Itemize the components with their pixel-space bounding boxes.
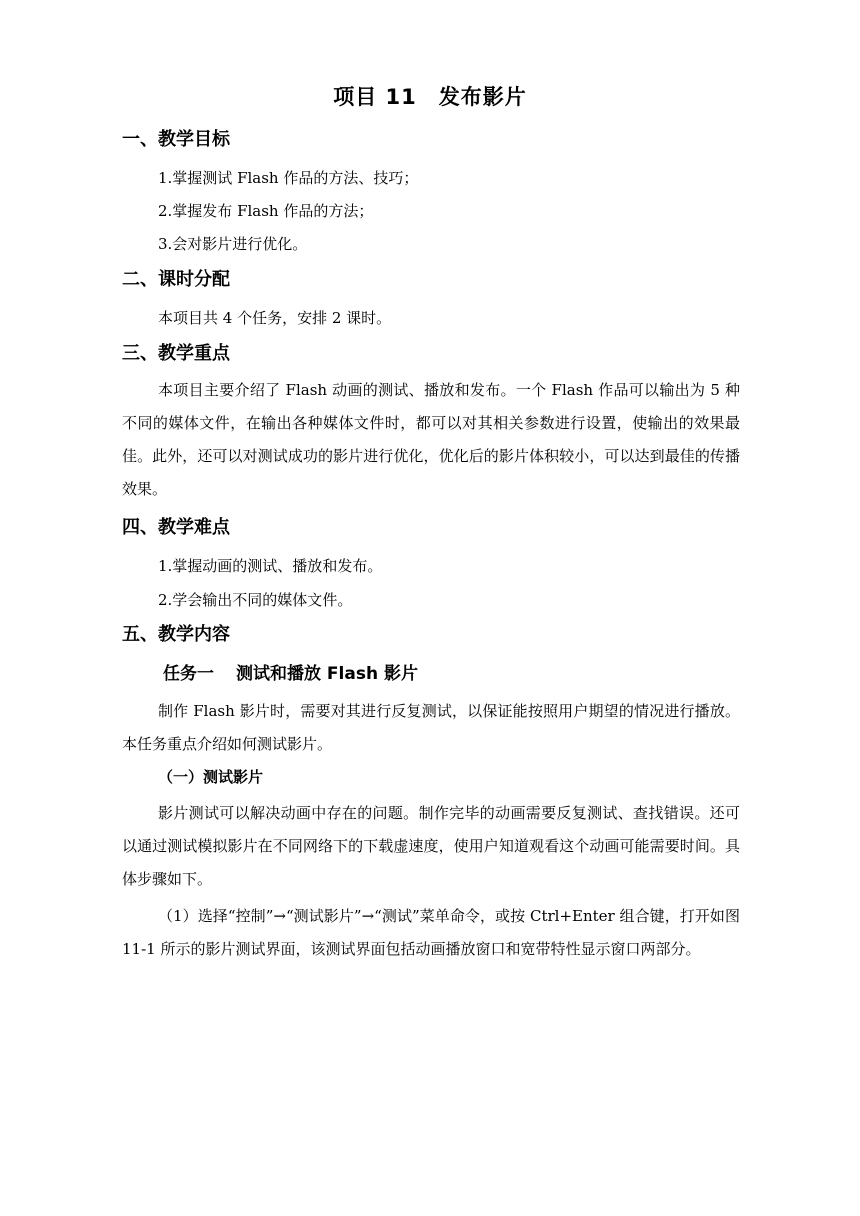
goal-item-2: 2.掌握发布 Flash 作品的方法； <box>158 202 374 220</box>
page-title <box>0 82 860 112</box>
task1-label: 任务一 <box>163 664 214 684</box>
difficulty-item-1: 1.掌握动画的测试、播放和发布。 <box>158 557 383 575</box>
goal-item-3: 3.会对影片进行优化。 <box>158 235 308 253</box>
heading-goals: 一、教学目标 <box>122 129 230 150</box>
heading-content: 五、教学内容 <box>122 624 230 645</box>
heading-difficulties: 四、教学难点 <box>122 517 230 538</box>
task1-title: 测试和播放 Flash 影片 <box>236 664 418 684</box>
sub1-heading: （一）测试影片 <box>158 768 264 786</box>
step1-paragraph: （1）选择“控制”→“测试影片”→“测试”菜单命令，或按 Ctrl+Enter 组合键，打开如图 11-1 所示的影片测试界面，该测试界面包括动画播放窗口和宽带特性显示窗口两部分。 <box>122 907 740 958</box>
hours-text: 本项目共 4 个任务，安排 2 课时。 <box>158 309 392 327</box>
task1-intro: 制作 Flash 影片时，需要对其进行反复测试，以保证能按照用户期望的情况进行播放。本任务重点介绍如何测试影片。 <box>122 702 740 753</box>
goal-item-1: 1.掌握测试 Flash 作品的方法、技巧； <box>158 169 419 187</box>
key-points-paragraph: 本项目主要介绍了 Flash 动画的测试、播放和发布。一个 Flash 作品可以输出为 5 种不同的媒体文件，在输出各种媒体文件时，都可以对其相关参数进行设置，使输出的效果最佳。此外，还可以对测试成功的影片进行优化，优化后的影片体积较小，可以达到最佳的传播效果。 <box>122 381 740 498</box>
difficulty-item-2: 2.学会输出不同的媒体文件。 <box>158 591 353 609</box>
title-name: 发布影片 <box>438 85 527 109</box>
task1-heading <box>163 660 418 688</box>
heading-hours: 二、课时分配 <box>122 269 230 290</box>
title-project: 项目 11 <box>333 85 417 109</box>
heading-key-points: 三、教学重点 <box>122 343 230 364</box>
sub1-paragraph: 影片测试可以解决动画中存在的问题。制作完毕的动画需要反复测试、查找错误。还可以通过测试模拟影片在不同网络下的下载虚速度，使用户知道观看这个动画可能需要时间。具体步骤如下。 <box>122 804 740 888</box>
